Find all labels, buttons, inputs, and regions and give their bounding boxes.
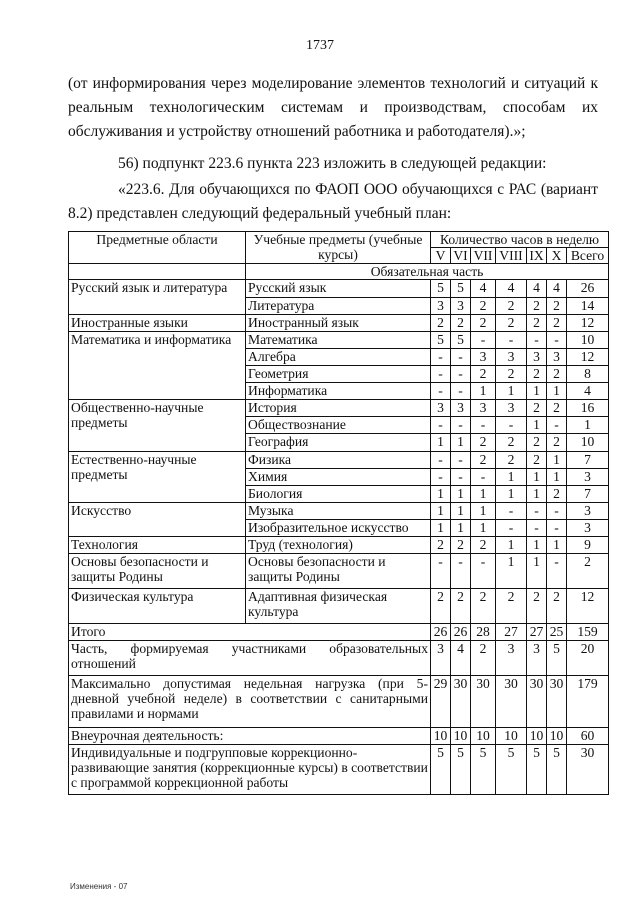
hours-cell: 14 bbox=[567, 298, 609, 315]
grade-header: IX bbox=[527, 248, 547, 264]
table-row bbox=[69, 554, 609, 589]
hours-cell: 10 bbox=[567, 434, 609, 452]
summary-label: Максимально допустимая недельная нагрузка (при 5-дневной учебной неделе) в соответствии с санитарными правилами и нормами bbox=[69, 676, 431, 728]
hours-cell: 26 bbox=[567, 280, 609, 298]
hours-cell: 7 bbox=[567, 452, 609, 469]
curriculum-table bbox=[68, 231, 609, 795]
summary-hours-cell: 10 bbox=[496, 728, 527, 745]
hours-cell: - bbox=[547, 417, 567, 434]
hours-cell: 1 bbox=[451, 434, 471, 452]
hours-cell: 3 bbox=[451, 400, 471, 417]
hours-cell: 2 bbox=[496, 366, 527, 383]
hours-cell: 5 bbox=[451, 332, 471, 349]
table-row bbox=[69, 315, 609, 332]
summary-hours-cell: 10 bbox=[431, 728, 451, 745]
hours-cell: 1 bbox=[527, 469, 547, 486]
hours-cell: - bbox=[431, 366, 451, 383]
summary-hours-cell: 5 bbox=[547, 745, 567, 795]
summary-hours-cell: 5 bbox=[451, 745, 471, 795]
hours-cell: 2 bbox=[496, 315, 527, 332]
hours-cell: 1 bbox=[451, 520, 471, 537]
subject-name: Обществознание bbox=[246, 417, 431, 434]
area-name: Общественно-научные предметы bbox=[69, 400, 246, 452]
hours-cell: 3 bbox=[451, 298, 471, 315]
hours-cell: - bbox=[451, 452, 471, 469]
subject-name: Геометрия bbox=[246, 366, 431, 383]
hours-cell: 3 bbox=[496, 349, 527, 366]
hours-cell: 1 bbox=[496, 383, 527, 400]
hours-cell: - bbox=[451, 554, 471, 589]
hours-cell: 2 bbox=[496, 298, 527, 315]
summary-hours-cell: 30 bbox=[527, 676, 547, 728]
summary-hours-cell: 26 bbox=[431, 624, 451, 641]
summary-hours-cell: 10 bbox=[547, 728, 567, 745]
hours-cell: 2 bbox=[547, 589, 567, 624]
hours-cell: - bbox=[431, 452, 451, 469]
table-row bbox=[69, 332, 609, 349]
grade-header: X bbox=[547, 248, 567, 264]
hours-cell: 1 bbox=[496, 537, 527, 554]
hours-cell: - bbox=[451, 349, 471, 366]
summary-hours-cell: 30 bbox=[451, 676, 471, 728]
summary-hours-cell: 10 bbox=[451, 728, 471, 745]
area-name: Искусство bbox=[69, 503, 246, 537]
summary-row bbox=[69, 728, 609, 745]
hours-cell: 2 bbox=[547, 434, 567, 452]
hours-cell: 2 bbox=[527, 315, 547, 332]
area-name: Основы безопасности и защиты Родины bbox=[69, 554, 246, 589]
summary-hours-cell: 60 bbox=[567, 728, 609, 745]
grade-header: VIII bbox=[496, 248, 527, 264]
hours-cell: - bbox=[547, 332, 567, 349]
hours-cell: 2 bbox=[471, 537, 496, 554]
subject-name: Физика bbox=[246, 452, 431, 469]
hours-cell: - bbox=[496, 332, 527, 349]
hours-cell: 10 bbox=[567, 332, 609, 349]
hours-cell: 1 bbox=[547, 537, 567, 554]
hours-cell: - bbox=[496, 417, 527, 434]
hours-cell: 2 bbox=[527, 366, 547, 383]
summary-hours-cell: 30 bbox=[496, 676, 527, 728]
hours-cell: 4 bbox=[496, 280, 527, 298]
header-hours: Количество часов в неделю bbox=[431, 232, 609, 248]
hours-cell: 1 bbox=[527, 383, 547, 400]
table-row bbox=[69, 537, 609, 554]
table-row bbox=[69, 589, 609, 624]
hours-cell: 2 bbox=[471, 366, 496, 383]
summary-hours-cell: 30 bbox=[547, 676, 567, 728]
hours-cell: 3 bbox=[567, 469, 609, 486]
hours-cell: - bbox=[496, 520, 527, 537]
hours-cell: 2 bbox=[547, 486, 567, 503]
hours-cell: 2 bbox=[471, 434, 496, 452]
hours-cell: 2 bbox=[527, 400, 547, 417]
grade-header: Всего bbox=[567, 248, 609, 264]
hours-cell: 2 bbox=[547, 315, 567, 332]
hours-cell: 2 bbox=[451, 537, 471, 554]
table-row bbox=[69, 503, 609, 520]
table-row bbox=[69, 280, 609, 298]
summary-row bbox=[69, 745, 609, 795]
hours-cell: 3 bbox=[471, 349, 496, 366]
summary-hours-cell: 5 bbox=[496, 745, 527, 795]
hours-cell: 2 bbox=[431, 315, 451, 332]
hours-cell: 5 bbox=[431, 332, 451, 349]
grade-header: V bbox=[431, 248, 451, 264]
header-areas: Предметные области bbox=[69, 232, 246, 264]
subject-name: Информатика bbox=[246, 383, 431, 400]
summary-hours-cell: 5 bbox=[527, 745, 547, 795]
summary-label: Часть, формируемая участниками образовательных отношений bbox=[69, 641, 431, 676]
hours-cell: 1 bbox=[547, 383, 567, 400]
hours-cell: 1 bbox=[471, 503, 496, 520]
summary-hours-cell: 28 bbox=[471, 624, 496, 641]
hours-cell: 4 bbox=[567, 383, 609, 400]
hours-cell: - bbox=[527, 503, 547, 520]
area-name: Иностранные языки bbox=[69, 315, 246, 332]
subject-name: Биология bbox=[246, 486, 431, 503]
hours-cell: 3 bbox=[431, 298, 451, 315]
mandatory-part-row bbox=[69, 264, 609, 280]
hours-cell: 16 bbox=[567, 400, 609, 417]
subject-name: Иностранный язык bbox=[246, 315, 431, 332]
subject-name: Изобразительное искусство bbox=[246, 520, 431, 537]
subject-name: История bbox=[246, 400, 431, 417]
summary-hours-cell: 26 bbox=[451, 624, 471, 641]
hours-cell: 2 bbox=[451, 315, 471, 332]
hours-cell: - bbox=[547, 554, 567, 589]
hours-cell: 1 bbox=[547, 469, 567, 486]
hours-cell: 3 bbox=[496, 400, 527, 417]
mandatory-part-label: Обязательная часть bbox=[246, 264, 609, 280]
grade-header: VII bbox=[471, 248, 496, 264]
summary-hours-cell: 159 bbox=[567, 624, 609, 641]
summary-hours-cell: 27 bbox=[527, 624, 547, 641]
hours-cell: 9 bbox=[567, 537, 609, 554]
hours-cell: 4 bbox=[547, 280, 567, 298]
hours-cell: 4 bbox=[527, 280, 547, 298]
subject-name: Алгебра bbox=[246, 349, 431, 366]
hours-cell: - bbox=[431, 554, 451, 589]
paragraph-amendment: 56) подпункт 223.6 пункта 223 изложить в следующей редакции: bbox=[118, 155, 547, 172]
area-name: Технология bbox=[69, 537, 246, 554]
hours-cell: 1 bbox=[496, 486, 527, 503]
hours-cell: 2 bbox=[496, 452, 527, 469]
hours-cell: 5 bbox=[451, 280, 471, 298]
hours-cell: - bbox=[451, 469, 471, 486]
hours-cell: 1 bbox=[451, 503, 471, 520]
table-row bbox=[69, 452, 609, 469]
hours-cell: - bbox=[431, 417, 451, 434]
hours-cell: - bbox=[527, 332, 547, 349]
summary-hours-cell: 179 bbox=[567, 676, 609, 728]
summary-label: Индивидуальные и подгрупповые коррекционно-развивающие занятия (коррекционные курсы) в соответствии с программой коррекционной работы bbox=[69, 745, 431, 795]
hours-cell: 1 bbox=[496, 469, 527, 486]
hours-cell: - bbox=[496, 503, 527, 520]
area-name: Естественно-научные предметы bbox=[69, 452, 246, 503]
summary-hours-cell: 5 bbox=[431, 745, 451, 795]
hours-cell: 3 bbox=[471, 400, 496, 417]
hours-cell: 3 bbox=[567, 520, 609, 537]
hours-cell: 1 bbox=[431, 434, 451, 452]
subject-name: Литература bbox=[246, 298, 431, 315]
summary-hours-cell: 5 bbox=[547, 641, 567, 676]
hours-cell: 3 bbox=[431, 400, 451, 417]
hours-cell: 1 bbox=[527, 486, 547, 503]
hours-cell: 2 bbox=[527, 452, 547, 469]
subject-name: Основы безопасности и защиты Родины bbox=[246, 554, 431, 589]
summary-hours-cell: 20 bbox=[567, 641, 609, 676]
hours-cell: - bbox=[431, 383, 451, 400]
hours-cell: 3 bbox=[527, 349, 547, 366]
hours-cell: 2 bbox=[527, 434, 547, 452]
header-subjects: Учебные предметы (учебные курсы) bbox=[246, 232, 431, 264]
hours-cell: - bbox=[431, 469, 451, 486]
summary-hours-cell: 2 bbox=[471, 641, 496, 676]
paragraph-plan-intro: «223.6. Для обучающихся по ФАОП ООО обучающихся с РАС (вариант 8.2) представлен следующий федеральный учебный план: bbox=[68, 181, 598, 222]
hours-cell: 12 bbox=[567, 349, 609, 366]
summary-hours-cell: 4 bbox=[451, 641, 471, 676]
summary-hours-cell: 3 bbox=[431, 641, 451, 676]
hours-cell: 8 bbox=[567, 366, 609, 383]
hours-cell: 1 bbox=[451, 486, 471, 503]
hours-cell: - bbox=[451, 383, 471, 400]
summary-hours-cell: 10 bbox=[527, 728, 547, 745]
hours-cell: 2 bbox=[471, 315, 496, 332]
hours-cell: 5 bbox=[431, 280, 451, 298]
summary-hours-cell: 30 bbox=[471, 676, 496, 728]
hours-cell: 2 bbox=[547, 400, 567, 417]
hours-cell: 2 bbox=[527, 589, 547, 624]
hours-cell: - bbox=[547, 520, 567, 537]
hours-cell: 1 bbox=[431, 486, 451, 503]
subject-name: Русский язык bbox=[246, 280, 431, 298]
summary-row bbox=[69, 641, 609, 676]
summary-hours-cell: 10 bbox=[471, 728, 496, 745]
summary-row bbox=[69, 676, 609, 728]
summary-hours-cell: 27 bbox=[496, 624, 527, 641]
hours-cell: 2 bbox=[527, 298, 547, 315]
page-number: 1737 bbox=[306, 38, 334, 53]
hours-cell: 2 bbox=[567, 554, 609, 589]
subject-name: Математика bbox=[246, 332, 431, 349]
summary-row bbox=[69, 624, 609, 641]
hours-cell: 1 bbox=[527, 417, 547, 434]
area-name: Русский язык и литература bbox=[69, 280, 246, 315]
summary-label: Итого bbox=[69, 624, 431, 641]
hours-cell: - bbox=[527, 520, 547, 537]
hours-cell: 2 bbox=[471, 589, 496, 624]
subject-name: Химия bbox=[246, 469, 431, 486]
hours-cell: - bbox=[471, 417, 496, 434]
subject-name: Труд (технология) bbox=[246, 537, 431, 554]
summary-hours-cell: 5 bbox=[471, 745, 496, 795]
table-row bbox=[69, 400, 609, 417]
hours-cell: 1 bbox=[431, 520, 451, 537]
table-header-row bbox=[69, 232, 609, 248]
subject-name: География bbox=[246, 434, 431, 452]
hours-cell: 2 bbox=[496, 434, 527, 452]
hours-cell: 2 bbox=[547, 298, 567, 315]
hours-cell: 1 bbox=[471, 520, 496, 537]
hours-cell: 1 bbox=[431, 503, 451, 520]
hours-cell: - bbox=[431, 349, 451, 366]
hours-cell: 2 bbox=[431, 589, 451, 624]
subject-name: Адаптивная физическая культура bbox=[246, 589, 431, 624]
hours-cell: 2 bbox=[547, 366, 567, 383]
hours-cell: 2 bbox=[496, 589, 527, 624]
hours-cell: 12 bbox=[567, 315, 609, 332]
subject-name: Музыка bbox=[246, 503, 431, 520]
hours-cell: - bbox=[471, 554, 496, 589]
hours-cell: 7 bbox=[567, 486, 609, 503]
hours-cell: - bbox=[471, 469, 496, 486]
hours-cell: 3 bbox=[547, 349, 567, 366]
hours-cell: 2 bbox=[471, 298, 496, 315]
hours-cell: - bbox=[451, 417, 471, 434]
hours-cell: 1 bbox=[471, 486, 496, 503]
hours-cell: 1 bbox=[527, 554, 547, 589]
hours-cell: 1 bbox=[471, 383, 496, 400]
hours-cell: 1 bbox=[527, 537, 547, 554]
summary-hours-cell: 3 bbox=[496, 641, 527, 676]
hours-cell: 2 bbox=[431, 537, 451, 554]
hours-cell: 1 bbox=[567, 417, 609, 434]
area-name: Физическая культура bbox=[69, 589, 246, 624]
summary-label: Внеурочная деятельность: bbox=[69, 728, 431, 745]
summary-hours-cell: 29 bbox=[431, 676, 451, 728]
hours-cell: - bbox=[451, 366, 471, 383]
hours-cell: 12 bbox=[567, 589, 609, 624]
hours-cell: 4 bbox=[471, 280, 496, 298]
area-name: Математика и информатика bbox=[69, 332, 246, 400]
summary-hours-cell: 3 bbox=[527, 641, 547, 676]
hours-cell: - bbox=[547, 503, 567, 520]
paragraph-intro: (от информирования через моделирование элементов технологий и ситуаций к реальным технологическим системам и производствам, способам их обслуживания и устройству отношений работника и работодателя).»; bbox=[68, 75, 598, 140]
grade-header: VI bbox=[451, 248, 471, 264]
hours-cell: 3 bbox=[567, 503, 609, 520]
summary-hours-cell: 30 bbox=[567, 745, 609, 795]
summary-hours-cell: 25 bbox=[547, 624, 567, 641]
hours-cell: 2 bbox=[451, 589, 471, 624]
hours-cell: 2 bbox=[471, 452, 496, 469]
hours-cell: 1 bbox=[547, 452, 567, 469]
hours-cell: 1 bbox=[496, 554, 527, 589]
hours-cell: - bbox=[471, 332, 496, 349]
footer-note: Изменения - 07 bbox=[70, 882, 128, 891]
